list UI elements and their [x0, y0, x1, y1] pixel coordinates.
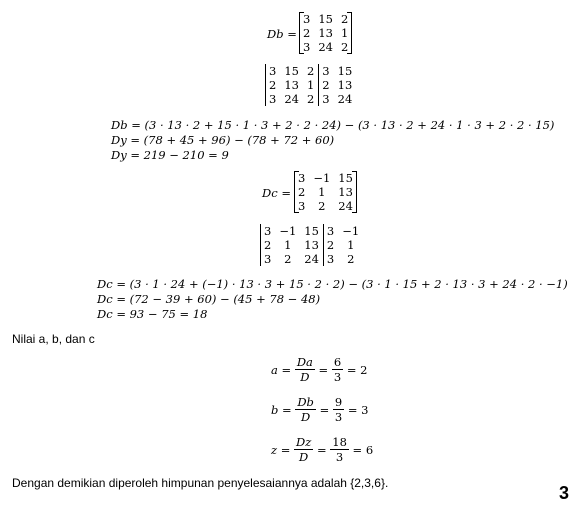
db-matrix-cell: 13	[318, 26, 333, 40]
dc-sarrus-cell: 13	[304, 238, 319, 252]
dc-matrix-cell: 13	[338, 185, 353, 199]
dc-sarrus-cell: 1	[347, 238, 355, 252]
dc-sarrus-cell: 2	[284, 252, 292, 266]
db-sarrus-row	[265, 92, 356, 106]
db-sarrus-cell: 1	[306, 78, 315, 92]
dc-sarrus-matrix	[260, 224, 363, 266]
dc-matrix-cell: 3	[298, 171, 306, 185]
dc-matrix-cell: 24	[338, 199, 353, 213]
dc-matrix-cell: −1	[313, 171, 331, 185]
dc-sarrus-cell: 2	[326, 238, 335, 252]
dc-sarrus-row	[260, 238, 363, 252]
dc-matrix-cell: 2	[318, 199, 326, 213]
db-sarrus-matrix	[265, 64, 356, 106]
db-matrix-row	[299, 12, 352, 26]
nilai-heading: Nilai a, b, dan c	[12, 332, 95, 346]
db-sarrus-cell: 24	[284, 92, 299, 106]
db-sarrus-cell: 3	[269, 64, 277, 78]
db-matrix-cell: 2	[340, 12, 349, 26]
db-matrix-cell: 3	[303, 12, 311, 26]
db-sarrus-cell: 2	[322, 78, 330, 92]
dc-matrix-cell: 15	[338, 171, 353, 185]
fraction-z: z = $\frac{Dz}{D}$ = $\frac{18}{3}$ = 6	[271, 435, 374, 464]
db-matrix	[299, 12, 352, 54]
db-line-1: Db = (3 · 13 · 2 + 15 · 1 · 3 + 2 · 2 · 24) − (3 · 13 · 2 + 24 · 1 · 3 + 2 · 2 · 15)	[111, 118, 555, 132]
dc-sarrus-row	[260, 252, 363, 266]
dc-matrix-row	[294, 171, 357, 185]
fraction-b: b = $\frac{Db}{D}$ = $\frac{9}{3}$ = 3	[271, 395, 369, 424]
db-matrix-cell: 2	[340, 40, 349, 54]
dc-sarrus-cell: 2	[264, 238, 272, 252]
db-matrix-row	[299, 26, 352, 40]
db-sarrus-cell: 2	[269, 78, 277, 92]
dc-sarrus-cell: 15	[304, 224, 319, 238]
dc-sarrus-cell: 3	[264, 224, 272, 238]
db-matrix-row	[299, 40, 352, 54]
dc-matrix	[294, 171, 357, 213]
dc-matrix-cell: 3	[298, 199, 306, 213]
db-line-2: Dy = (78 + 45 + 96) − (78 + 72 + 60)	[111, 133, 335, 147]
db-sarrus-cell: 13	[284, 78, 299, 92]
dc-sarrus-cell: −1	[342, 224, 360, 238]
db-matrix-cell: 3	[303, 40, 311, 54]
db-sarrus-row	[265, 78, 356, 92]
db-sarrus-cell: 24	[337, 92, 353, 106]
db-sarrus-cell: 2	[306, 64, 315, 78]
db-line-3: Dy = 219 − 210 = 9	[111, 148, 229, 162]
dc-sarrus-cell: 3	[326, 224, 335, 238]
dc-matrix-row	[294, 185, 357, 199]
dc-sarrus-cell: 24	[304, 252, 319, 266]
fraction-a: a = $\frac{Da}{D}$ = $\frac{6}{3}$ = 2	[271, 355, 368, 384]
dc-line-3: Dc = 93 − 75 = 18	[97, 307, 208, 321]
page-number: 3	[558, 483, 569, 503]
db-sarrus-cell: 3	[322, 64, 330, 78]
dc-line-1: Dc = (3 · 1 · 24 + (−1) · 13 · 3 + 15 · 2 · 2) − (3 · 1 · 15 + 2 · 13 · 3 + 24 · 2 · −1)	[97, 277, 568, 291]
dc-matrix-row	[294, 199, 357, 213]
db-sarrus-cell: 15	[284, 64, 299, 78]
dc-sarrus-cell: 3	[326, 252, 335, 266]
dc-matrix-lhs: Dc =	[262, 186, 291, 200]
db-sarrus-cell: 3	[269, 92, 277, 106]
db-matrix-cell: 2	[303, 26, 311, 40]
dc-matrix-cell: 1	[318, 185, 326, 199]
db-sarrus-cell: 15	[337, 64, 353, 78]
conclusion-text: Dengan demikian diperoleh himpunan penyelesaiannya adalah {2,3,6}.	[12, 476, 389, 490]
dc-sarrus-cell: 2	[347, 252, 355, 266]
dc-sarrus-cell: 3	[264, 252, 272, 266]
dc-matrix-cell: 2	[298, 185, 306, 199]
db-matrix-cell: 1	[340, 26, 349, 40]
dc-line-2: Dc = (72 − 39 + 60) − (45 + 78 − 48)	[97, 292, 321, 306]
db-sarrus-cell: 3	[322, 92, 330, 106]
dc-sarrus-cell: −1	[279, 224, 297, 238]
db-sarrus-row	[265, 64, 356, 78]
db-sarrus-cell: 13	[337, 78, 353, 92]
db-matrix-lhs: Db =	[267, 27, 297, 41]
dc-sarrus-cell: 1	[284, 238, 292, 252]
dc-sarrus-row	[260, 224, 363, 238]
db-matrix-cell: 15	[318, 12, 333, 26]
db-matrix-cell: 24	[318, 40, 333, 54]
db-sarrus-cell: 2	[306, 92, 315, 106]
